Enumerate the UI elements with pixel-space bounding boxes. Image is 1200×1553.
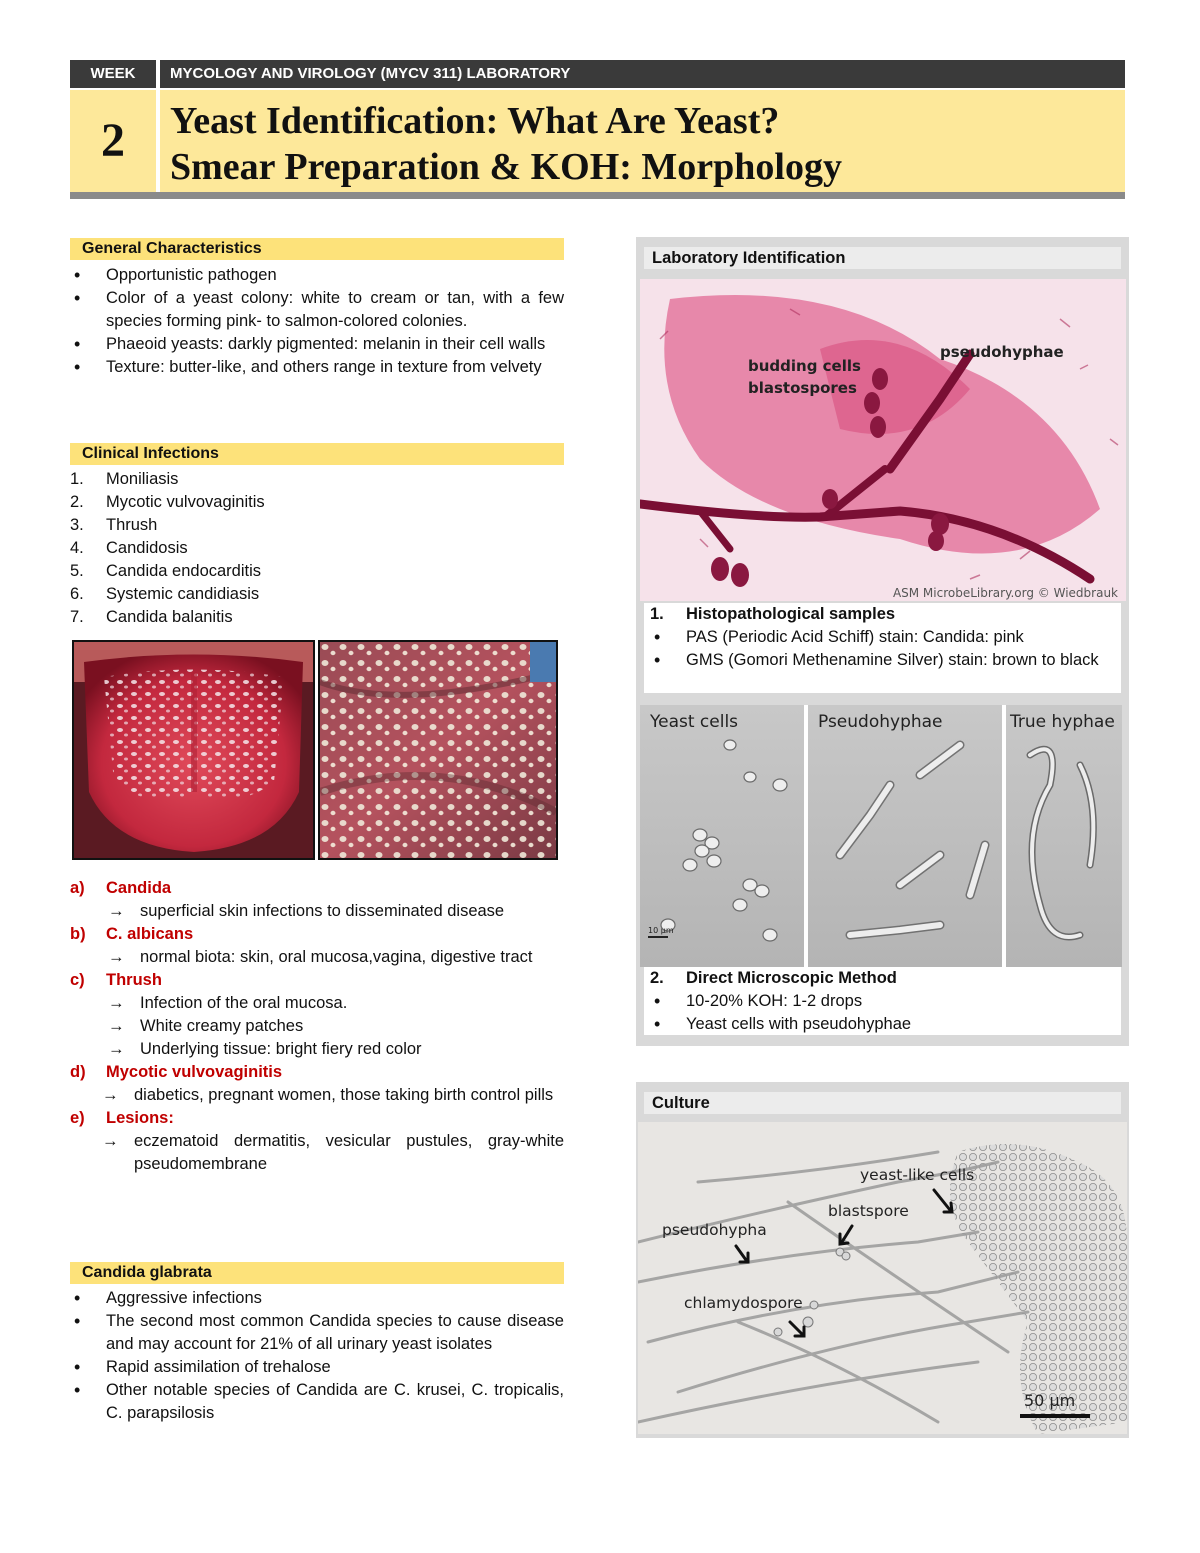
list-item: • Yeast cells with pseudohyphae [650, 1013, 1121, 1036]
general-characteristics-list [70, 264, 564, 379]
list-item: • Rapid assimilation of trehalose [70, 1356, 564, 1379]
scale-10um: 10 μm [648, 926, 674, 935]
header-bar [70, 60, 1125, 88]
header-underline [70, 192, 1125, 199]
label-yeast-like-cells: yeast-like cells [860, 1166, 975, 1184]
image-credit: ASM MicrobeLibrary.org © Wiedbrauk [892, 586, 1118, 600]
list-item: • PAS (Periodic Acid Schiff) stain: Candida: pink [650, 626, 1121, 649]
note-sub: → normal biota: skin, oral mucosa,vagina, digestive tract [108, 948, 533, 966]
list-item: • Other notable species of Candida are C. krusei, C. tropicalis, C. parapsilosis [70, 1379, 564, 1425]
note-sub: → Infection of the oral mucosa. [108, 994, 348, 1012]
note-c-albicans: b) C. albicans [70, 925, 194, 943]
note-sub: → eczematoid dermatitis, vesicular pustules, gray-white pseudomembrane [102, 1132, 564, 1173]
yeast-morphology-micrographs [640, 705, 1122, 967]
candida-glabrata-list [70, 1287, 564, 1425]
note-sub: → superficial skin infections to disseminated disease [108, 902, 505, 920]
week-label: WEEK [90, 65, 136, 82]
label-budding-cells: budding cells [748, 357, 861, 375]
label-blastospores: blastospores [748, 379, 857, 397]
scale-50um: 50 μm [1024, 1391, 1076, 1410]
label-chlamydospore: chlamydospore [684, 1294, 803, 1312]
oral-thrush-photo [72, 640, 315, 860]
page-title [170, 98, 842, 190]
lab-identification-heading: Laboratory Identification [644, 247, 1121, 269]
clinical-infections-heading: Clinical Infections [70, 443, 564, 465]
note-mycotic-vulvovaginitis: d) Mycotic vulvovaginitis [70, 1063, 283, 1081]
note-sub: → Underlying tissue: bright fiery red color [108, 1040, 422, 1058]
note-thrush: c) Thrush [70, 971, 162, 989]
histopathology-title: 1. Histopathological samples [650, 605, 896, 623]
list-item: • Color of a yeast colony: white to cream or tan, with a few species forming pink- to salmon-colored colonies. [70, 287, 564, 333]
clinical-infections-list [70, 468, 564, 629]
label-pseudohyphae-panel: Pseudohyphae [818, 712, 943, 732]
list-item: 7. Candida balanitis [70, 608, 233, 626]
list-item: • 10-20% KOH: 1-2 drops [650, 990, 1121, 1013]
label-pseudohyphae: pseudohyphae [940, 343, 1064, 361]
title-line-1: Yeast Identification: What Are Yeast? [170, 100, 780, 142]
note-sub: → White creamy patches [108, 1017, 304, 1035]
list-item: • Aggressive infections [70, 1287, 564, 1310]
label-pseudohypha: pseudohypha [662, 1221, 767, 1239]
skin-lesions-photo [318, 640, 558, 860]
candida-glabrata-heading: Candida glabrata [70, 1262, 564, 1284]
list-item: 5. Candida endocarditis [70, 562, 262, 580]
list-item: • Texture: butter-like, and others range in texture from velvety [70, 356, 564, 379]
title-divider [156, 90, 160, 192]
histopathology-block [644, 603, 1121, 693]
note-sub: → diabetics, pregnant women, those taking birth control pills [102, 1086, 554, 1104]
list-item: • Opportunistic pathogen [70, 264, 564, 287]
list-item: • Phaeoid yeasts: darkly pigmented: melanin in their cell walls [70, 333, 564, 356]
note-candida: a) Candida [70, 879, 172, 897]
list-item: 4. Candidosis [70, 539, 188, 557]
list-item: 6. Systemic candidiasis [70, 585, 260, 603]
label-true-hyphae: True hyphae [1010, 712, 1115, 732]
list-item: • GMS (Gomori Methenamine Silver) stain: brown to black [650, 649, 1121, 672]
note-lesions: e) Lesions: [70, 1109, 174, 1127]
label-blastspore: blastspore [828, 1202, 909, 1220]
title-line-2: Smear Preparation & KOH: Morphology [170, 146, 842, 188]
list-item: 1. Moniliasis [70, 470, 179, 488]
header-divider [156, 60, 160, 88]
culture-micrograph [638, 1122, 1127, 1434]
pas-stain-micrograph [640, 279, 1126, 601]
culture-heading: Culture [644, 1092, 1121, 1114]
direct-microscopy-block [644, 967, 1121, 1035]
title-block [70, 90, 1125, 192]
culture-panel [636, 1082, 1129, 1438]
list-item: 2. Mycotic vulvovaginitis [70, 493, 265, 511]
general-characteristics-heading: General Characteristics [70, 238, 564, 260]
course-title: MYCOLOGY AND VIROLOGY (MYCV 311) LABORATORY [170, 65, 571, 82]
clinical-notes [70, 877, 564, 1176]
label-yeast-cells: Yeast cells [650, 712, 739, 732]
direct-microscopy-title: 2. Direct Microscopic Method [650, 969, 897, 987]
list-item: • The second most common Candida species to cause disease and may account for 21% of all urinary yeast isolates [70, 1310, 564, 1356]
list-item: 3. Thrush [70, 516, 158, 534]
lab-identification-panel [636, 237, 1129, 1046]
week-number: 2 [101, 114, 125, 167]
